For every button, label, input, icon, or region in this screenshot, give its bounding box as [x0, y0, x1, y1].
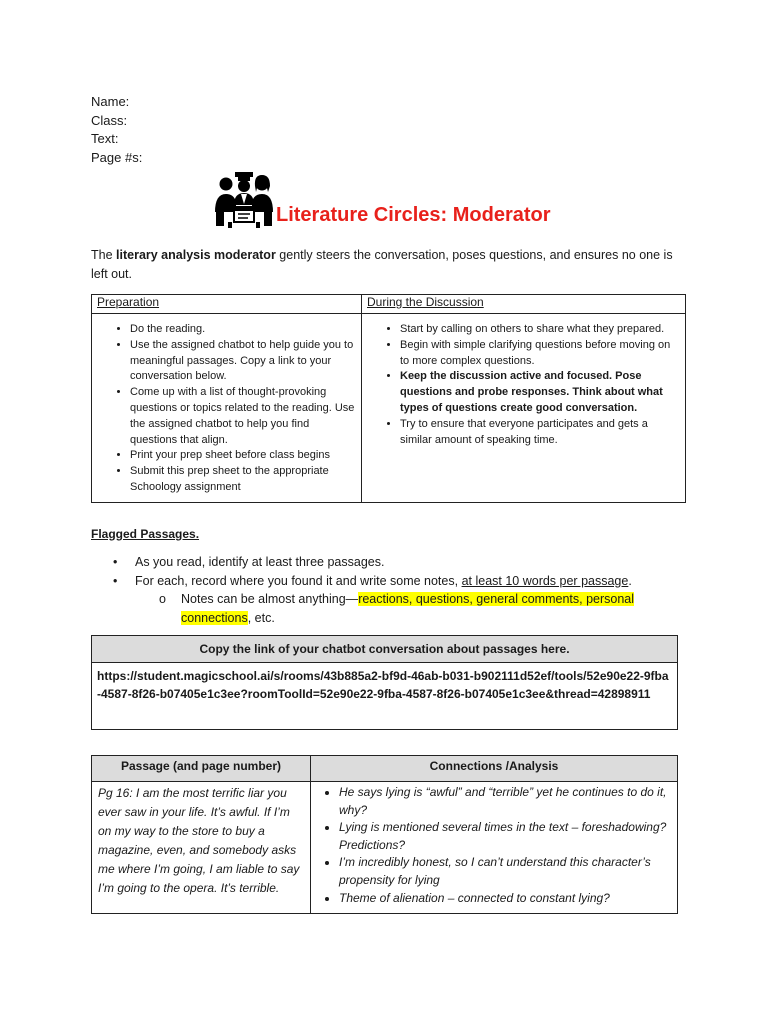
- name-field[interactable]: Name:: [91, 94, 130, 109]
- list-item: o Notes can be almost anything—reactions, questions, general comments, personal connections, etc.: [159, 592, 635, 625]
- passage-table: [91, 755, 678, 914]
- list-item: • As you read, identify at least three passages.: [113, 553, 673, 572]
- list-item: • Keep the discussion active and focused. Pose questions and probe responses. Think about what types of questions create good conversation.: [400, 369, 679, 416]
- flagged-passages-heading: Flagged Passages.: [91, 527, 200, 541]
- bullet-icon: •: [113, 573, 118, 588]
- preparation-header: Preparation: [92, 295, 362, 314]
- student-header-fields: [91, 93, 142, 168]
- text-field[interactable]: Text:: [91, 131, 119, 147]
- page-numbers-field[interactable]: Page #s:: [91, 150, 143, 166]
- circle-bullet-icon: o: [159, 592, 166, 606]
- roles-table: [91, 294, 686, 503]
- highlighted-text: reactions, questions, general comments, personal connections: [181, 592, 635, 625]
- chatbot-link[interactable]: https://student.magicschool.ai/s/rooms/43b885a2-bf9d-46ab-b031-b902111d52ef/tools/52e90e22-9fba-4587-8f26-b07405e1c3ee?roomToolId=52e90e22-9fba-4587-8f26-b07405e1c3ee&thread=42898911: [92, 663, 678, 730]
- intro-paragraph: [91, 246, 691, 284]
- list-item: • Use the assigned chatbot to help guide you to meaningful passages. Copy a link to your conversation below.: [130, 338, 355, 385]
- discussion-cell: [362, 314, 686, 503]
- list-item: • Lying is mentioned several times in the text – foreshadowing? Predictions?: [339, 819, 671, 854]
- chatbot-link-table: [91, 635, 678, 730]
- title-block: [214, 172, 614, 230]
- bullet-icon: •: [113, 555, 118, 569]
- list-item: • Theme of alienation – connected to constant lying?: [339, 890, 671, 908]
- passage-column-header: Passage (and page number): [92, 756, 311, 782]
- list-item: • Do the reading.: [130, 322, 355, 338]
- flagged-instructions: [113, 553, 673, 627]
- intro-role-name: literary analysis moderator: [116, 248, 276, 262]
- list-item: • For each, record where you found it and write some notes, at least 10 words per passage.: [113, 572, 673, 591]
- connections-column-header: Connections /Analysis: [311, 756, 678, 782]
- intro-rest: gently steers the conversation, poses questions, and ensures no one is left out.: [91, 248, 673, 281]
- list-item: • Come up with a list of thought-provoking questions or topics related to the reading. Use the assigned chatbot to help you find questions that align.: [130, 385, 355, 448]
- list-item: • Try to ensure that everyone participates and gets a similar amount of speaking time.: [400, 417, 679, 449]
- discussion-header: During the Discussion: [362, 295, 686, 314]
- list-item: • Start by calling on others to share what they prepared.: [400, 322, 679, 338]
- class-field[interactable]: Class:: [91, 112, 128, 128]
- intro-prefix: The: [91, 248, 117, 262]
- passage-cell: Pg 16: I am the most terrific liar you ever saw in your life. It’s awful. If I’m on my way to the store to buy a magazine, even, and somebody asks me where I’m going, I am liable to say I’m going to the opera. It’s terrible.: [92, 782, 311, 914]
- page-title: Literature Circles: Moderator: [276, 204, 551, 226]
- list-item: • He says lying is “awful” and “terrible” yet he continues to do it, why?: [339, 784, 671, 819]
- link-table-header: Copy the link of your chatbot conversation about passages here.: [92, 636, 678, 663]
- people-discussion-icon: [214, 172, 274, 228]
- list-item: • Begin with simple clarifying questions before moving on to more complex questions.: [400, 338, 679, 370]
- preparation-cell: [92, 314, 362, 503]
- word-requirement: at least 10 words per passage: [461, 573, 629, 588]
- list-item: • I’m incredibly honest, so I can’t understand this character’s propensity for lying: [339, 854, 671, 889]
- list-item: • Submit this prep sheet to the appropriate Schoology assignment: [130, 464, 355, 496]
- list-item: • Print your prep sheet before class begins: [130, 448, 355, 464]
- connections-cell: [311, 782, 678, 914]
